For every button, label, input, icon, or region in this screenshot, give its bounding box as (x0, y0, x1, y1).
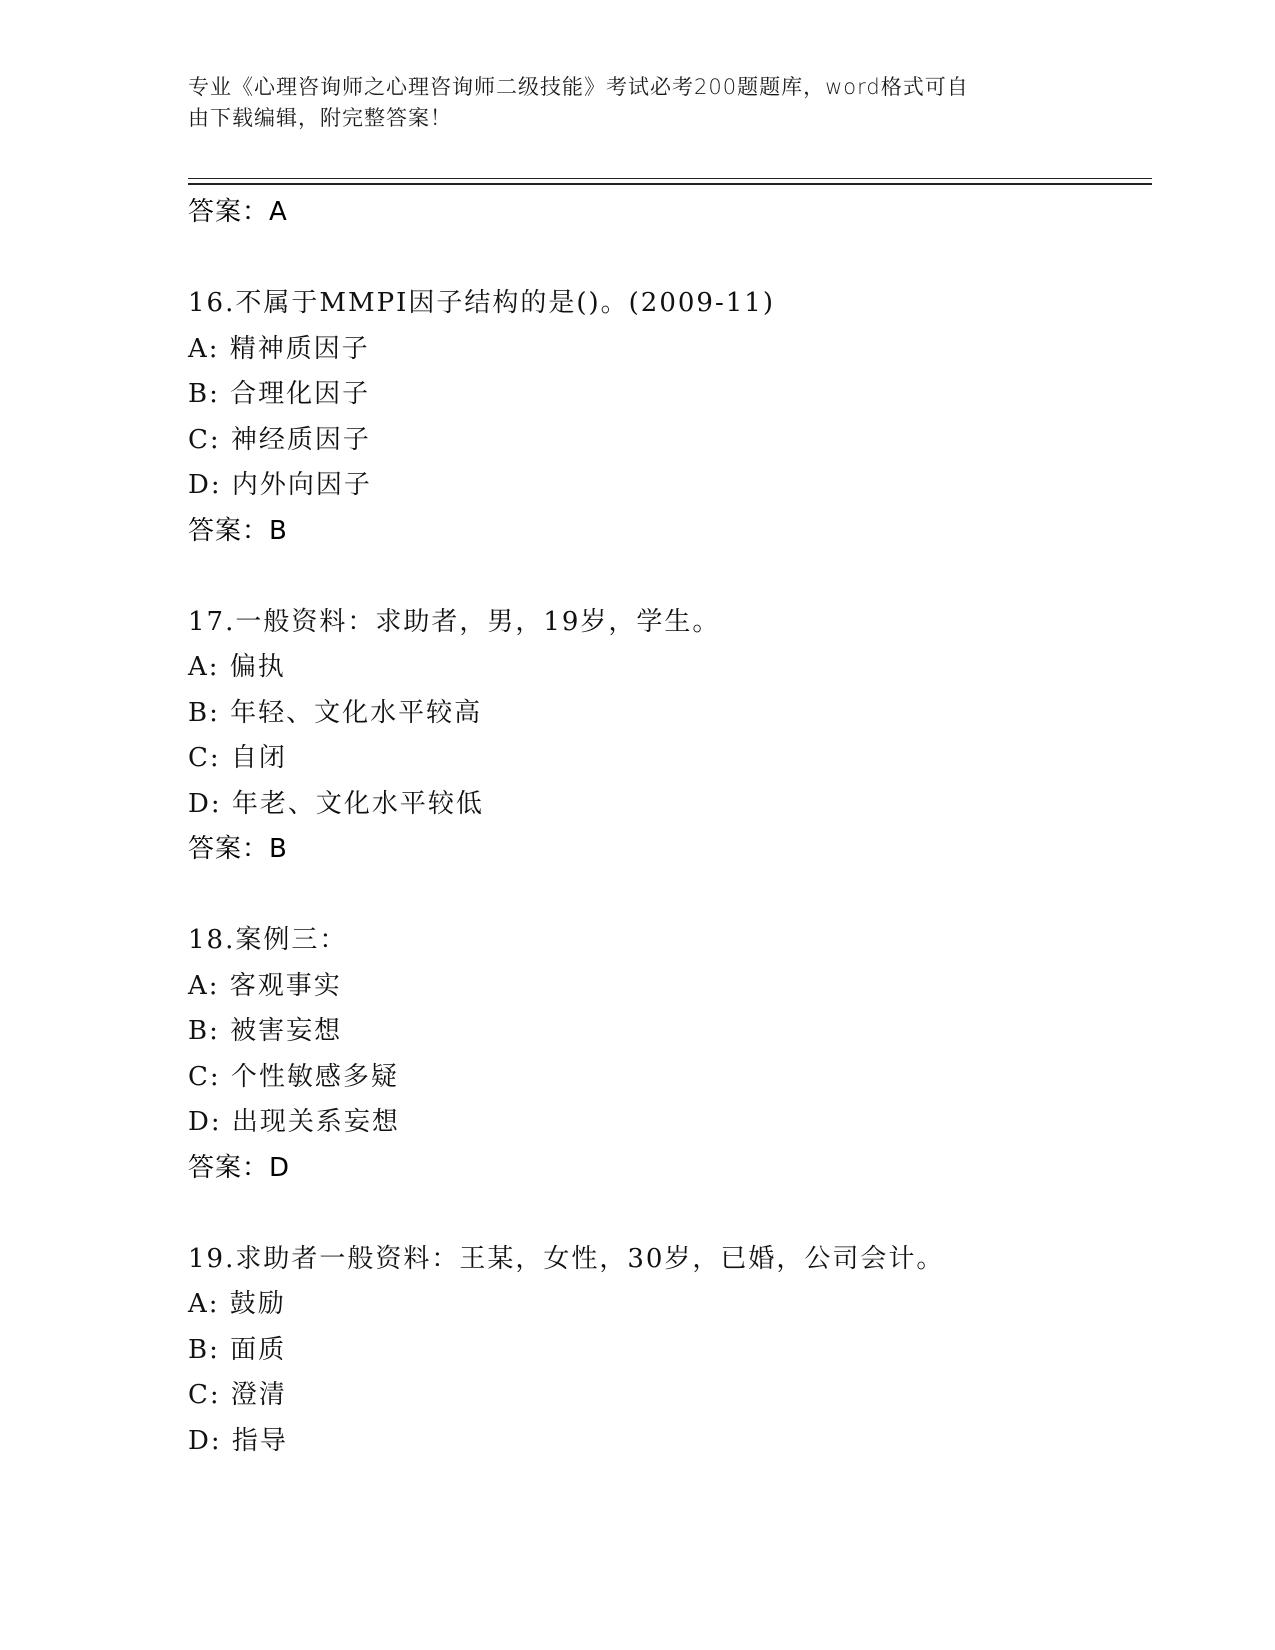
option-c: C: 神经质因子 (188, 424, 371, 455)
answer-line: 答案：B (188, 515, 288, 546)
question-stem: 17.一般资料：求助者，男，19岁，学生。 (188, 606, 721, 637)
answer-line: 答案：A (188, 197, 288, 227)
spacer (188, 554, 1152, 600)
document-header (188, 72, 1068, 134)
answer-line: 答案：D (188, 1152, 291, 1183)
option-a: A: 偏执 (188, 652, 286, 682)
question-stem: 18.案例三： (188, 925, 348, 955)
spacer (188, 236, 1152, 282)
spacer (188, 873, 1152, 919)
option-c: C: 个性敏感多疑 (188, 1061, 399, 1092)
header-divider-thick (188, 183, 1152, 185)
question-19 (188, 1237, 1152, 1465)
header-line-2: 由下载编辑，附完整答案！ (188, 106, 452, 130)
option-b: B: 面质 (188, 1334, 287, 1365)
question-16 (188, 281, 1152, 554)
option-b: B: 合理化因子 (188, 379, 371, 409)
option-b: B: 年轻、文化水平较高 (188, 697, 483, 728)
question-list (188, 190, 1152, 1464)
option-c: C: 自闭 (188, 743, 287, 773)
header-line-1: 专业《心理咨询师之心理咨询师二级技能》考试必考200题题库，word格式可自 (188, 75, 969, 99)
answer-line: 答案：B (188, 834, 288, 864)
option-b: B: 被害妄想 (188, 1016, 343, 1046)
question-stem: 19.求助者一般资料：王某，女性，30岁，已婚，公司会计。 (188, 1243, 945, 1274)
question-17 (188, 600, 1152, 873)
option-d: D: 指导 (188, 1425, 288, 1456)
option-c: C: 澄清 (188, 1380, 287, 1410)
option-d: D: 内外向因子 (188, 470, 372, 500)
question-stem: 16.不属于MMPI因子结构的是()。(2009-11) (188, 288, 775, 318)
option-a: A: 客观事实 (188, 970, 342, 1001)
question-18 (188, 918, 1152, 1191)
option-d: D: 出现关系妄想 (188, 1107, 400, 1137)
header-divider-thin (188, 178, 1152, 179)
spacer (188, 1191, 1152, 1237)
option-a: A: 鼓励 (188, 1289, 286, 1319)
option-a: A: 精神质因子 (188, 333, 370, 364)
option-d: D: 年老、文化水平较低 (188, 788, 484, 819)
